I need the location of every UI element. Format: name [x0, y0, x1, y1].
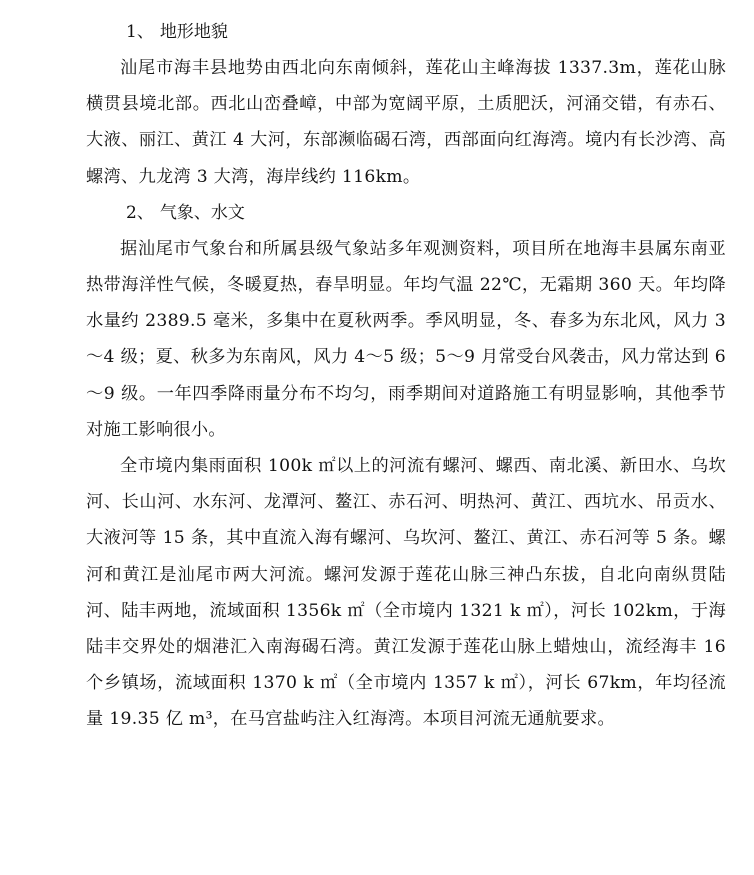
paragraph-climate: 据汕尾市气象台和所属县级气象站多年观测资料，项目所在地海丰县属东南亚热带海洋性气候，冬暖夏热，春旱明显。年均气温 22℃，无霜期 360 天。年均降水量约 2389.5 毫米，多集中在夏秋两季。季风明显，冬、春多为东北风，风力 3～4 级；夏、秋多为东南风，风力 4～5 级；5～9 月常受台风袭击，风力常达到 6～9 级。一年四季降雨量分布不均匀，雨季期间对道路施工有明显影响，其他季节对施工影响很小。: [86, 238, 726, 440]
section-heading-terrain: [126, 14, 726, 50]
paragraph-terrain: 汕尾市海丰县地势由西北向东南倾斜，莲花山主峰海拔 1337.3m，莲花山脉横贯县境北部。西北山峦叠嶂，中部为宽阔平原，土质肥沃，河涌交错，有赤石、大液、丽江、黄江 4 大河，东部濒临碣石湾，西部面向红海湾。境内有长沙湾、高螺湾、九龙湾 3 大湾，海岸线约 116km。: [86, 58, 726, 187]
section-heading-climate-hydrology: [126, 195, 726, 231]
paragraph-rivers: 全市境内集雨面积 100k ㎡以上的河流有螺河、螺西、南北溪、新田水、乌坎河、长山河、水东河、龙潭河、鳌江、赤石河、明热河、黄江、西坑水、吊贡水、大液河等 15 条，其中直流入海有螺河、乌坎河、鳌江、黄江、赤石河等 5 条。螺河和黄江是汕尾市两大河流。螺河发源于莲花山脉三神凸东拔，自北向南纵贯陆河、陆丰两地，流域面积 1356k ㎡（全市境内 1321 k ㎡），河长 102km，于海陆丰交界处的烟港汇入南海碣石湾。黄江发源于莲花山脉上蜡烛山，流经海丰 16 个乡镇场，流域面积 1370 k ㎡（全市境内 1357 k ㎡），河长 67km，年均径流量 19.35 亿 m³，在马宫盐屿注入红海湾。本项目河流无通航要求。: [86, 456, 726, 730]
section-title: 地形地貌: [159, 22, 228, 42]
section-number: 2、: [126, 202, 154, 223]
section-number: 1、: [126, 22, 154, 42]
section-title: 气象、水文: [159, 202, 245, 223]
